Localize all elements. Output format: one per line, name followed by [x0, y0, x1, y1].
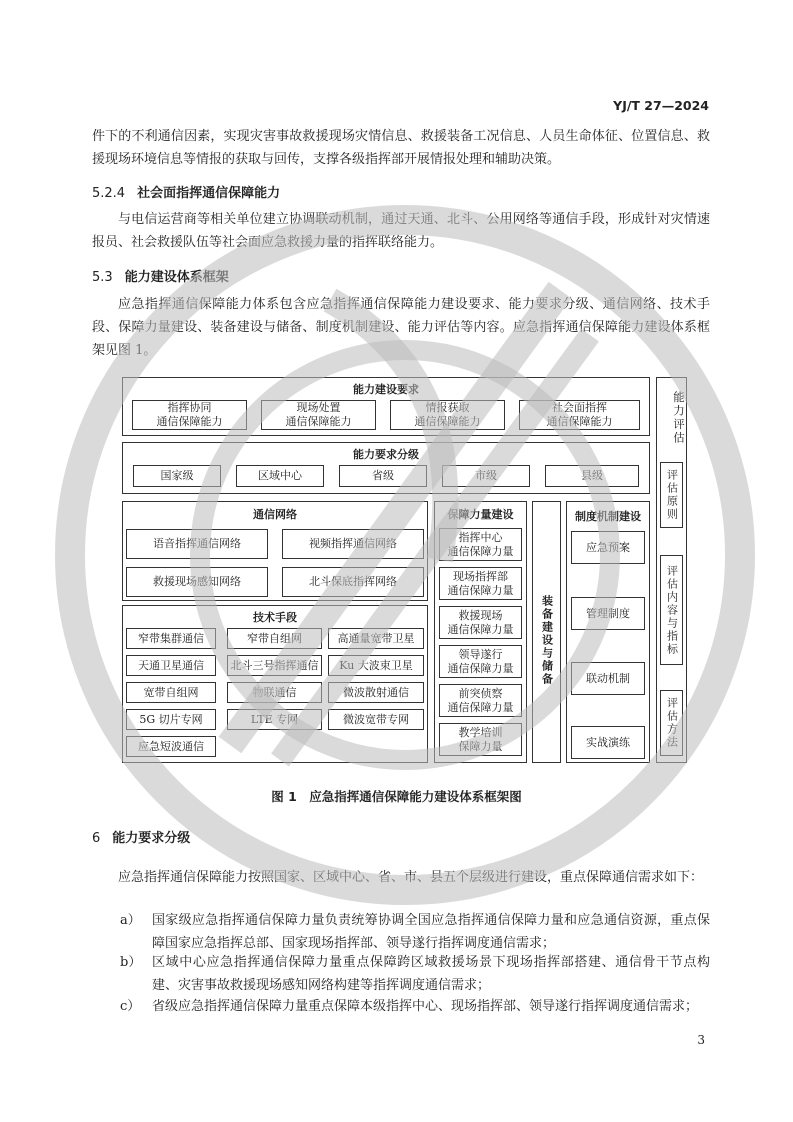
force-item: 指挥中心 通信保障力量 [439, 528, 522, 561]
tech-item: 物联通信 [227, 682, 322, 703]
build-req-item: 情报获取 通信保障能力 [390, 400, 505, 430]
evaluation-item: 评估内容与指标 [660, 555, 683, 665]
evaluation-item: 评估方法 [660, 690, 683, 756]
force-item: 前突侦察 通信保障力量 [439, 684, 522, 717]
list-item [120, 909, 710, 955]
list-text: 国家级应急指挥通信保障力量负责统筹协调全国应急指挥通信保障力量和应急通信资源，重点保障国家应急指挥总部、国家现场指挥部、领导遂行指挥调度通信需求； [152, 913, 710, 951]
force-item: 教学培训 保障力量 [439, 723, 522, 756]
tech-item: 微波散射通信 [328, 682, 424, 703]
levels-title: 能力要求分级 [353, 448, 419, 461]
list-item [120, 995, 710, 1018]
section-number: 6 [92, 831, 101, 846]
figure-caption: 图 1 应急指挥通信保障能力建设体系框架图 [271, 789, 522, 804]
level-item: 县级 [545, 465, 639, 487]
force-item: 领导遂行 通信保障力量 [439, 645, 522, 678]
network-title: 通信网络 [253, 508, 297, 521]
intro-paragraph: 件下的不利通信因素，实现灾害事故救援现场灾情信息、救援装备工况信息、人员生命体征、位置信息、救援现场环境信息等情报的获取与回传，支撑各级指挥部开展情报处理和辅助决策。 [92, 129, 710, 167]
level-item: 市级 [442, 465, 530, 487]
build-requirements-title: 能力建设要求 [353, 383, 419, 396]
page-number: 3 [697, 1033, 705, 1047]
network-item: 北斗保底指挥网络 [282, 567, 424, 597]
level-item: 省级 [339, 465, 427, 487]
system-title: 制度机制建设 [575, 510, 641, 523]
tech-item: 北斗三号指挥通信 [227, 655, 322, 676]
tech-item: 微波宽带专网 [328, 709, 424, 730]
system-item: 实战演练 [571, 726, 645, 759]
network-item: 视频指挥通信网络 [282, 529, 424, 559]
list-text: 区域中心应急指挥通信保障力量重点保障跨区域救援场景下现场指挥部搭建、通信骨干节点构建、灾害事故救援现场感知网络构建等指挥调度通信需求； [152, 955, 710, 993]
list-label: b） [120, 955, 142, 970]
build-req-item: 社会面指挥 通信保障能力 [519, 400, 640, 430]
level-item: 区域中心 [236, 465, 324, 487]
tech-item: 5G 切片专网 [126, 709, 216, 730]
list-label: a） [120, 913, 141, 928]
evaluation-item: 评估原则 [660, 462, 683, 528]
tech-item: 天通卫星通信 [126, 655, 216, 676]
tech-item: 窄带集群通信 [126, 628, 216, 649]
tech-item: 宽带自组网 [126, 682, 216, 703]
standard-code-header: YJ/T 27—2024 [613, 98, 709, 113]
section-number: 5.2.4 [92, 186, 126, 201]
tech-item: Ku 大波束卫星 [328, 655, 424, 676]
section-title: 社会面指挥通信保障能力 [137, 186, 281, 201]
level-item: 国家级 [133, 465, 221, 487]
section-6-paragraph: 应急指挥通信保障能力按照国家、区域中心、省、市、县五个层级进行建设，重点保障通信需求如下： [118, 870, 704, 885]
network-item: 语音指挥通信网络 [126, 529, 268, 559]
tech-item: 应急短波通信 [126, 736, 216, 757]
section-number: 5.3 [92, 270, 113, 285]
list-text: 省级应急指挥通信保障力量重点保障本级指挥中心、现场指挥部、领导遂行指挥调度通信需求； [152, 999, 699, 1014]
build-req-item: 现场处置 通信保障能力 [261, 400, 376, 430]
section-title: 能力要求分级 [112, 831, 191, 846]
system-item: 管理制度 [571, 597, 645, 630]
section-title: 能力建设体系框架 [124, 270, 229, 285]
equipment-title: 装备建设与储备 [540, 594, 554, 686]
force-item: 救援现场 通信保障力量 [439, 606, 522, 639]
evaluation-title: 能力评估 [672, 391, 686, 445]
tech-item: 窄带自组网 [227, 628, 322, 649]
tech-item: 高通量宽带卫星 [328, 628, 424, 649]
system-item: 应急预案 [571, 531, 645, 564]
build-req-item: 指挥协同 通信保障能力 [132, 400, 247, 430]
system-item: 联动机制 [571, 662, 645, 695]
list-label: c） [120, 999, 141, 1014]
tech-item: LTE 专网 [227, 709, 322, 730]
force-item: 现场指挥部 通信保障力量 [439, 567, 522, 600]
section-5-2-4-paragraph: 与电信运营商等相关单位建立协调联动机制，通过天通、北斗、公用网络等通信手段，形成针对灾情速报员、社会救援队伍等社会面应急救援力量的指挥联络能力。 [92, 212, 710, 250]
section-5-3-paragraph: 应急指挥通信保障能力体系包含应急指挥通信保障能力建设要求、能力要求分级、通信网络、技术手段、保障力量建设、装备建设与储备、制度机制建设、能力评估等内容。应急指挥通信保障能力建设体系框架见图 1。 [92, 297, 710, 358]
list-item [120, 951, 710, 997]
force-title: 保障力量建设 [447, 508, 514, 521]
section-6-heading [92, 827, 190, 846]
tech-title: 技术手段 [253, 611, 297, 624]
network-item: 救援现场感知网络 [126, 567, 268, 597]
